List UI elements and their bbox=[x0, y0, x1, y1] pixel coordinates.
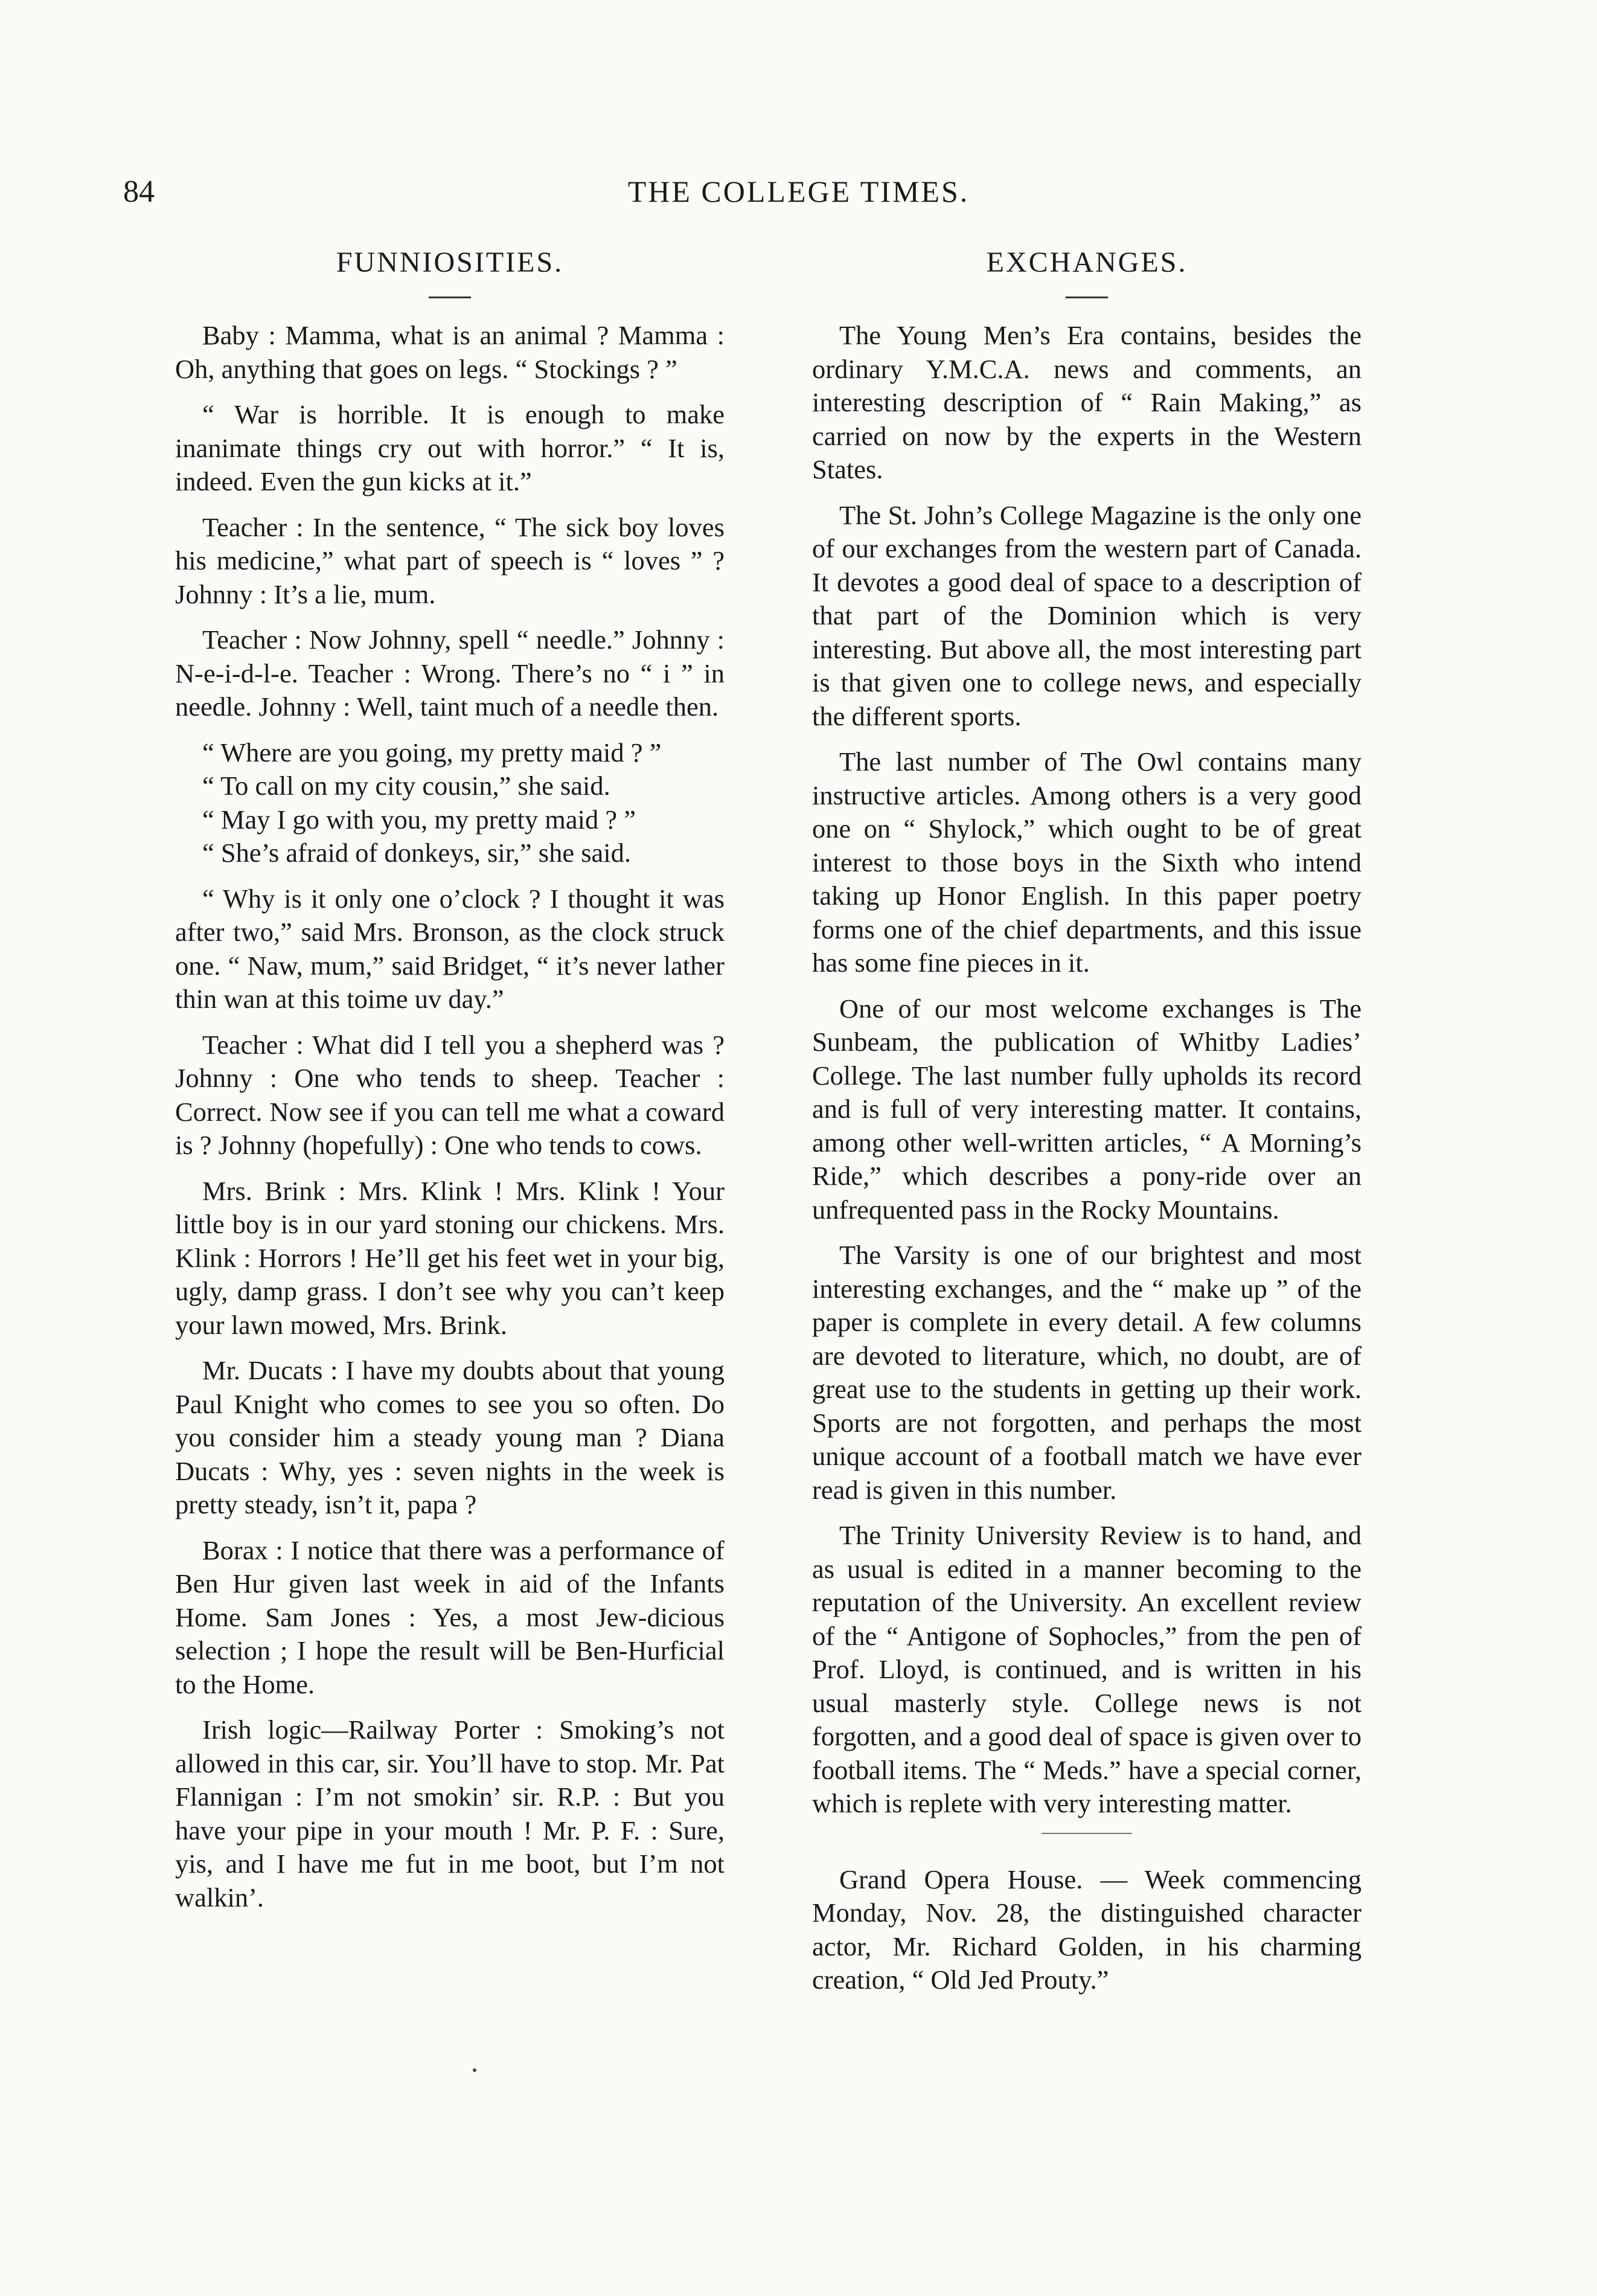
verse-line: “ She’s afraid of donkeys, sir,” she said. bbox=[202, 838, 632, 868]
opera-house-notice: Grand Opera House. — Week commencing Monday, Nov. 28, the distinguished character actor, Mr. Richard Golden, in his charming creation, “ Old Jed Prouty.” bbox=[812, 1864, 1362, 1995]
paragraph: The last number of The Owl contains many instructive articles. Among others is a very good one on “ Shylock,” which ought to be of great interest to those boys in the Sixth who intend taking up Honor English. In this paper poetry forms one of the chief departments, and this issue has some fine pieces in it. bbox=[812, 746, 1362, 978]
paragraph: Teacher : In the sentence, “ The sick boy loves his medicine,” what part of speech is “ loves ” ? Johnny : It’s a lie, mum. bbox=[175, 511, 725, 609]
paragraph: “ War is horrible. It is enough to make inanimate things cry out with horror.” “ It is, indeed. Even the gun kicks at it.” bbox=[175, 399, 725, 496]
paragraph: Mr. Ducats : I have my doubts about that young Paul Knight who comes to see you so often. Do you consider him a steady young man ? Diana Ducats : Why, yes : seven nights in the week is pretty steady, isn’t it, papa ? bbox=[175, 1355, 725, 1519]
paragraph: “ Why is it only one o’clock ? I thought it was after two,” said Mrs. Bronson, as the clock struck one. “ Naw, mum,” said Bridget, “ it’s never lather thin wan at this toime uv day.” bbox=[175, 883, 725, 1014]
running-title: THE COLLEGE TIMES. bbox=[627, 175, 970, 208]
verse bbox=[175, 736, 725, 870]
paragraph: Baby : Mamma, what is an animal ? Mamma : Oh, anything that goes on legs. “ Stockings ? ” bbox=[175, 320, 725, 384]
verse-line: “ Where are you going, my pretty maid ? ” bbox=[202, 737, 662, 768]
paragraph: The Varsity is one of our brightest and most interesting exchanges, and the “ make up ” of the paper is complete in every detail. A few columns are devoted to literature, which, no doubt, are of great use to the students in getting up their work. Sports are not forgotten, and perhaps the most unique account of a football match we have ever read is given in this number. bbox=[812, 1240, 1362, 1505]
paragraph: Teacher : Now Johnny, spell “ needle.” Johnny : N-e-i-d-l-e. Teacher : Wrong. There’s no “ i ” in needle. Johnny : Well, taint much of a needle then. bbox=[175, 624, 725, 722]
paragraph: Mrs. Brink : Mrs. Klink ! Mrs. Klink ! Your little boy is in our yard stoning our chickens. Mrs. Klink : Horrors ! He’ll get his feet wet in your big, ugly, damp grass. I don’t see why you can’t keep your lawn mowed, Mrs. Brink. bbox=[175, 1175, 725, 1340]
title-rule bbox=[429, 297, 471, 298]
title-rule bbox=[1066, 297, 1108, 298]
paragraph: Irish logic—Railway Porter : Smoking’s not allowed in this car, sir. You’ll have to stop. Mr. Pat Flannigan : I’m not smokin’ sir. R.P. : But you have your pipe in your mouth ! Mr. P. F. : Sure, yis, and I have me fut in me boot, but I’m not walkin’. bbox=[175, 1714, 725, 1913]
verse-line: “ To call on my city cousin,” she said. bbox=[202, 771, 610, 801]
paragraph: The Young Men’s Era contains, besides the ordinary Y.M.C.A. news and comments, an interesting description of “ Rain Making,” as carried on now by the experts in the Western States. bbox=[812, 320, 1362, 484]
stray-dot bbox=[473, 2068, 476, 2072]
paragraph: One of our most welcome exchanges is The Sunbeam, the publication of Whitby Ladies’ College. The last number fully upholds its record and is full of very interesting matter. It contains, among other well-written articles, “ A Morning’s Ride,” which describes a pony-ride over an unfrequented pass in the Rocky Mountains. bbox=[812, 993, 1362, 1225]
section-divider bbox=[1042, 1833, 1132, 1834]
paragraph: The St. John’s College Magazine is the only one of our exchanges from the western part of Canada. It devotes a good deal of space to a description of that part of the Dominion which is very interesting. But above all, the most interesting part is that given one to college news, and especially the different sports. bbox=[812, 499, 1362, 731]
page-number: 84 bbox=[123, 175, 155, 209]
exchanges-title: EXCHANGES. bbox=[986, 246, 1188, 278]
page-header bbox=[0, 174, 1597, 222]
paragraph: Teacher : What did I tell you a shepherd was ? Johnny : One who tends to sheep. Teacher : Correct. Now see if you can tell me what a coward is ? Johnny (hopefully) : One who tends to cows. bbox=[175, 1029, 725, 1160]
funniosities-column bbox=[175, 245, 725, 1926]
verse-line: “ May I go with you, my pretty maid ? ” bbox=[202, 804, 636, 835]
exchanges-column bbox=[812, 245, 1362, 2009]
paragraph: The Trinity University Review is to hand, and as usual is edited in a manner becoming to the reputation of the University. An excellent review of the “ Antigone of Sophocles,” from the pen of Prof. Lloyd, is continued, and is written in his usual masterly style. College news is not forgotten, and a good deal of space is given over to football items. The “ Meds.” have a special corner, which is replete with very interesting matter. bbox=[812, 1520, 1362, 1818]
paragraph: Borax : I notice that there was a performance of Ben Hur given last week in aid of the Infants Home. Sam Jones : Yes, a most Jew-dicious selection ; I hope the result will be Ben-Hurficial to the Home. bbox=[175, 1534, 725, 1699]
funniosities-title: FUNNIOSITIES. bbox=[336, 246, 564, 278]
